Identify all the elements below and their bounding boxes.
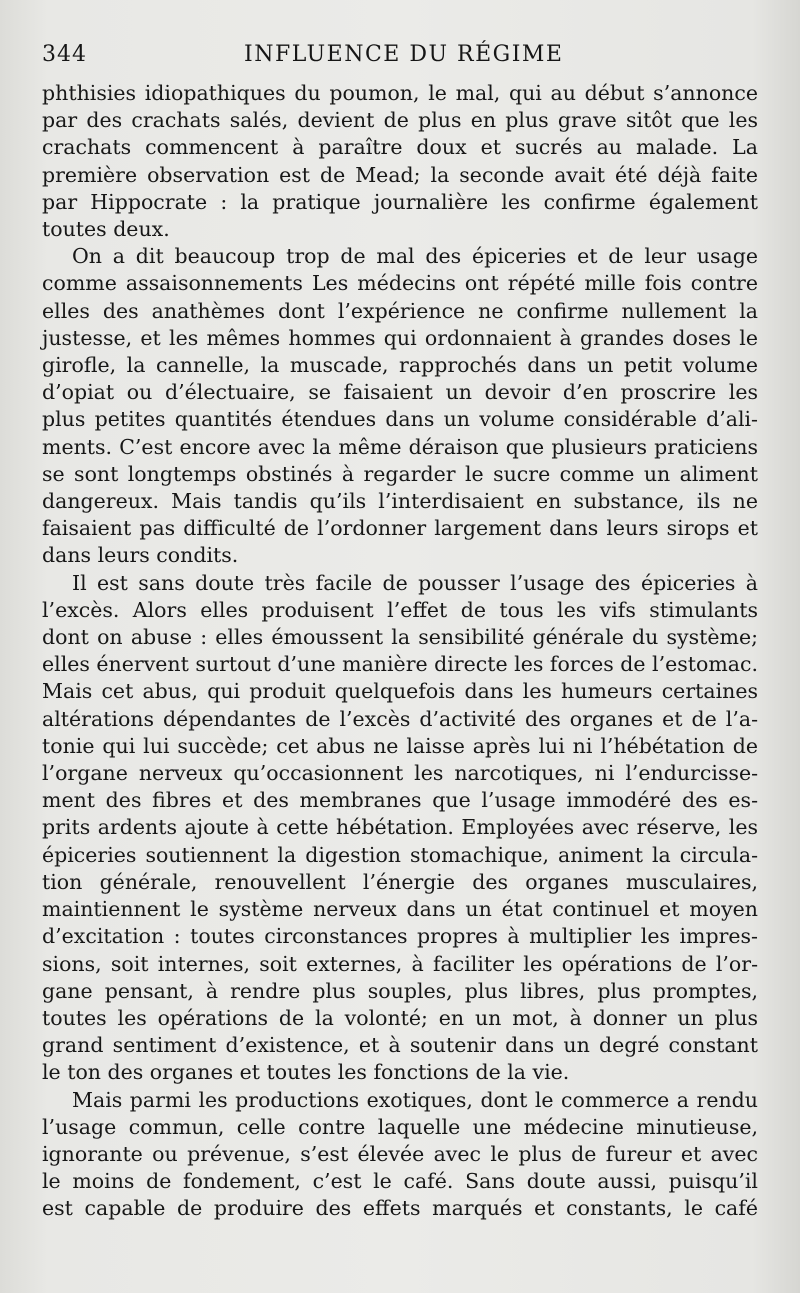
- text-line: dangereux. Mais tandis qu’ils l’interdisaient en substance, ils ne: [42, 489, 758, 514]
- text-line: prits ardents ajoute à cette hébétation. Employées avec réserve, les: [42, 815, 758, 840]
- text-line: d’opiat ou d’électuaire, se faisaient un devoir d’en proscrire les: [42, 380, 758, 405]
- page-header: [42, 36, 758, 76]
- text-line: altérations dépendantes de l’excès d’activité des organes et de l’a-: [42, 706, 758, 731]
- text-line: sions, soit internes, soit externes, à faciliter les opérations de l’or-: [42, 951, 758, 976]
- text-line: l’excès. Alors elles produisent l’effet de tous les vifs stimulants: [42, 597, 758, 622]
- text-line: toutes deux.: [42, 217, 170, 242]
- text-line: phthisies idiopathiques du poumon, le mal, qui au début s’annonce: [42, 81, 758, 105]
- text-line: l’organe nerveux qu’occasionnent les narcotiques, ni l’endurcisse-: [42, 761, 758, 786]
- text-line: elles énervent surtout d’une manière directe les forces de l’estomac.: [42, 652, 758, 677]
- text-line: le ton des organes et toutes les fonctions de la vie.: [42, 1060, 570, 1085]
- text-line: Mais parmi les productions exotiques, dont le commerce a rendu: [72, 1087, 758, 1112]
- text-line: se sont longtemps obstinés à regarder le sucre comme un aliment: [42, 461, 758, 486]
- text-line: d’excitation : toutes circonstances propres à multiplier les impres-: [42, 924, 758, 949]
- page-number: 344: [42, 42, 87, 67]
- text-line: Mais cet abus, qui produit quelquefois dans les humeurs certaines: [42, 679, 758, 704]
- running-title: INFLUENCE DU RÉGIME: [244, 42, 564, 67]
- text-line: épiceries soutiennent la digestion stomachique, animent la circula-: [42, 842, 758, 867]
- text-line: l’usage commun, celle contre laquelle une médecine minutieuse,: [42, 1114, 758, 1139]
- text-line: première observation est de Mead; la seconde avait été déjà faite: [42, 162, 758, 187]
- text-line: par Hippocrate : la pratique journalière les confirme également: [42, 189, 758, 214]
- text-line: maintiennent le système nerveux dans un état continuel et moyen: [42, 897, 758, 922]
- text-line: toutes les opérations de la volonté; en un mot, à donner un plus: [42, 1005, 758, 1030]
- text-line: plus petites quantités étendues dans un volume considérable d’ali-: [42, 407, 758, 432]
- body-text: [42, 80, 758, 1223]
- text-line: dans leurs condits.: [42, 543, 239, 568]
- text-line: faisaient pas difficulté de l’ordonner largement dans leurs sirops et: [42, 516, 758, 541]
- paragraph-2: [42, 243, 758, 569]
- paragraph-4: [42, 1087, 758, 1223]
- text-line: par des crachats salés, devient de plus en plus grave sitôt que les: [42, 108, 758, 133]
- text-line: tion générale, renouvellent l’énergie des organes musculaires,: [42, 869, 758, 894]
- text-line: gane pensant, à rendre plus souples, plus libres, plus promptes,: [42, 978, 758, 1003]
- text-line: justesse, et les mêmes hommes qui ordonnaient à grandes doses le: [42, 325, 758, 350]
- text-line: le moins de fondement, c’est le café. Sans doute aussi, puisqu’il: [42, 1169, 758, 1194]
- text-line: crachats commencent à paraître doux et sucrés au malade. La: [42, 135, 758, 160]
- text-line: elles des anathèmes dont l’expérience ne confirme nullement la: [42, 298, 758, 323]
- paragraph-3: [42, 570, 758, 1087]
- text-line: grand sentiment d’existence, et à soutenir dans un degré constant: [42, 1033, 758, 1058]
- text-line: girofle, la cannelle, la muscade, rapprochés dans un petit volume: [42, 353, 758, 378]
- text-line: Il est sans doute très facile de pousser l’usage des épiceries à: [72, 570, 758, 595]
- text-line: ments. C’est encore avec la même déraison que plusieurs praticiens: [42, 434, 758, 459]
- text-line: est capable de produire des effets marqués et constants, le café: [42, 1196, 758, 1221]
- text-line: On a dit beaucoup trop de mal des épiceries et de leur usage: [72, 244, 758, 269]
- text-line: dont on abuse : elles émoussent la sensibilité générale du système;: [42, 625, 758, 650]
- text-line: comme assaisonnements Les médecins ont répété mille fois contre: [42, 271, 758, 296]
- text-line: tonie qui lui succède; cet abus ne laisse après lui ni l’hébétation de: [42, 733, 758, 758]
- paragraph-1: [42, 80, 758, 243]
- text-line: ment des fibres et des membranes que l’usage immodéré des es-: [42, 788, 758, 813]
- text-line: ignorante ou prévenue, s’est élevée avec le plus de fureur et avec: [42, 1141, 758, 1166]
